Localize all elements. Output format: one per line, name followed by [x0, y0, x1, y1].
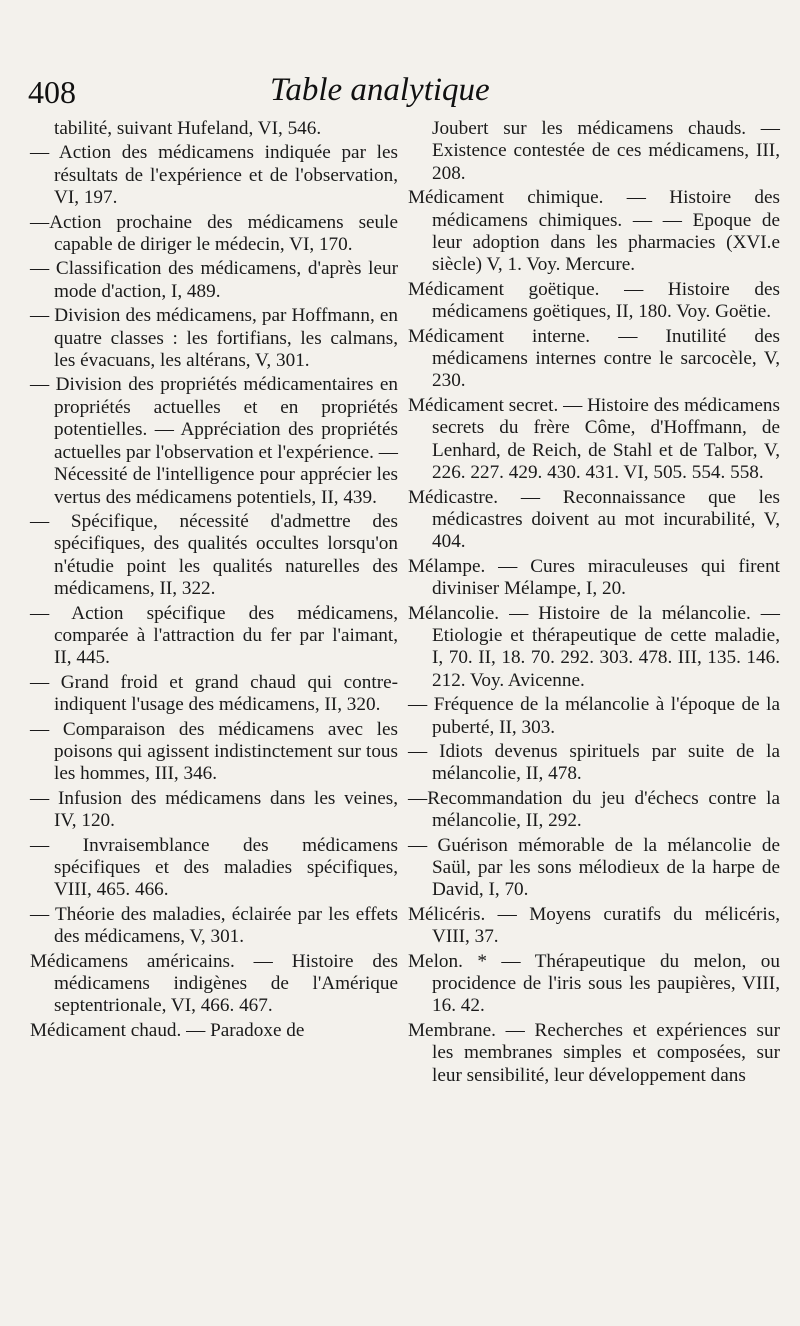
- index-entry: — Action spécifique des médicamens, comparée à l'attraction du fer par l'aimant, II, 445.: [30, 602, 398, 669]
- index-entry: — Théorie des maladies, éclairée par les effets des médicamens, V, 301.: [30, 903, 398, 948]
- index-entry: Médicament goëtique. — Histoire des médicamens goëtiques, II, 180. Voy. Goëtie.: [408, 278, 780, 323]
- index-entry: Médicament interne. — Inutilité des médicamens internes contre le sarcocèle, V, 230.: [408, 325, 780, 392]
- index-entry: Mélancolie. — Histoire de la mélancolie. — Etiologie et thérapeutique de cette maladie, I, 70. II, 18. 70. 292. 303. 478. III, 135. 146. 212. Voy. Avicenne.: [408, 602, 780, 691]
- index-entry: — Comparaison des médicamens avec les poisons qui agissent indistinctement sur tous les hommes, III, 346.: [30, 718, 398, 785]
- index-entry: —Action prochaine des médicamens seule capable de diriger le médecin, VI, 170.: [30, 211, 398, 256]
- index-entry: — Invraisemblance des médicamens spécifiques et des maladies spécifiques, VIII, 465. 466.: [30, 834, 398, 901]
- index-entry: Mélicéris. — Moyens curatifs du mélicéris, VIII, 37.: [408, 903, 780, 948]
- index-entry: — Grand froid et grand chaud qui contre-indiquent l'usage des médicamens, II, 320.: [30, 671, 398, 716]
- index-entry: Joubert sur les médicamens chauds. — Existence contestée de ces médicamens, III, 208.: [432, 118, 780, 184]
- index-entry: Médicament secret. — Histoire des médicamens secrets du frère Côme, d'Hoffmann, de Lenhard, de Reich, de Stahl et de Talbor, V, 226. 227. 429. 430. 431. VI, 505. 554. 558.: [408, 394, 780, 484]
- index-entry: — Guérison mémorable de la mélancolie de Saül, par les sons mélodieux de la harpe de David, I, 70.: [408, 834, 780, 901]
- index-entry: — Division des propriétés médicamentaires en propriétés actuelles et en propriétés potentielles. — Appréciation des propriétés actuelles par l'observation et l'expérience. — Nécessité de l'intelligence pour apprécier les vertus des médicamens potentiels, II, 439.: [30, 374, 398, 508]
- index-entry: Melon. * — Thérapeutique du melon, ou procidence de l'iris sous les paupières, VIII, 16. 42.: [408, 950, 780, 1017]
- index-entry: — Fréquence de la mélancolie à l'époque de la puberté, II, 303.: [408, 694, 780, 738]
- index-entry: — Classification des médicamens, d'après leur mode d'action, I, 489.: [30, 258, 398, 302]
- index-entry: tabilité, suivant Hufeland, VI, 546.: [54, 118, 322, 139]
- index-entry: Médicament chimique. — Histoire des médicamens chimiques. — — Epoque de leur adoption dans les pharmacies (XVI.e siècle) V, 1. Voy. Mercure.: [408, 187, 780, 276]
- page-number: 408: [28, 74, 76, 110]
- index-entry: —Recommandation du jeu d'échecs contre la mélancolie, II, 292.: [408, 787, 780, 832]
- index-entry: — Spécifique, nécessité d'admettre des spécifiques, des qualités occultes lorsqu'on n'étudie point les qualités naturelles des médicamens, II, 322.: [30, 510, 398, 600]
- left-column: [30, 118, 398, 1044]
- right-column: [408, 118, 780, 1089]
- index-entry: Mélampe. — Cures miraculeuses qui firent diviniser Mélampe, I, 20.: [408, 555, 780, 600]
- index-entry: Membrane. — Recherches et expériences sur les membranes simples et composées, sur leur sensibilité, leur développement dans: [408, 1019, 780, 1086]
- index-entry: Médicastre. — Reconnaissance que les médicastres doivent au mot incurabilité, V, 404.: [408, 486, 780, 553]
- index-entry: — Action des médicamens indiquée par les résultats de l'expérience et de l'observation, VI, 197.: [30, 142, 398, 209]
- index-entry: Médicament chaud. — Paradoxe de: [30, 1019, 305, 1041]
- index-entry: — Idiots devenus spirituels par suite de la mélancolie, II, 478.: [408, 740, 780, 785]
- page-header: [28, 70, 788, 114]
- running-title: Table analytique: [270, 72, 490, 108]
- index-entry: — Infusion des médicamens dans les veines, IV, 120.: [30, 787, 398, 832]
- index-entry: — Division des médicamens, par Hoffmann, en quatre classes : les fortifians, les calmans, les évacuans, les altérans, V, 301.: [30, 305, 398, 372]
- index-entry: Médicamens américains. — Histoire des médicamens indigènes de l'Amérique septentrionale, VI, 466. 467.: [30, 950, 398, 1017]
